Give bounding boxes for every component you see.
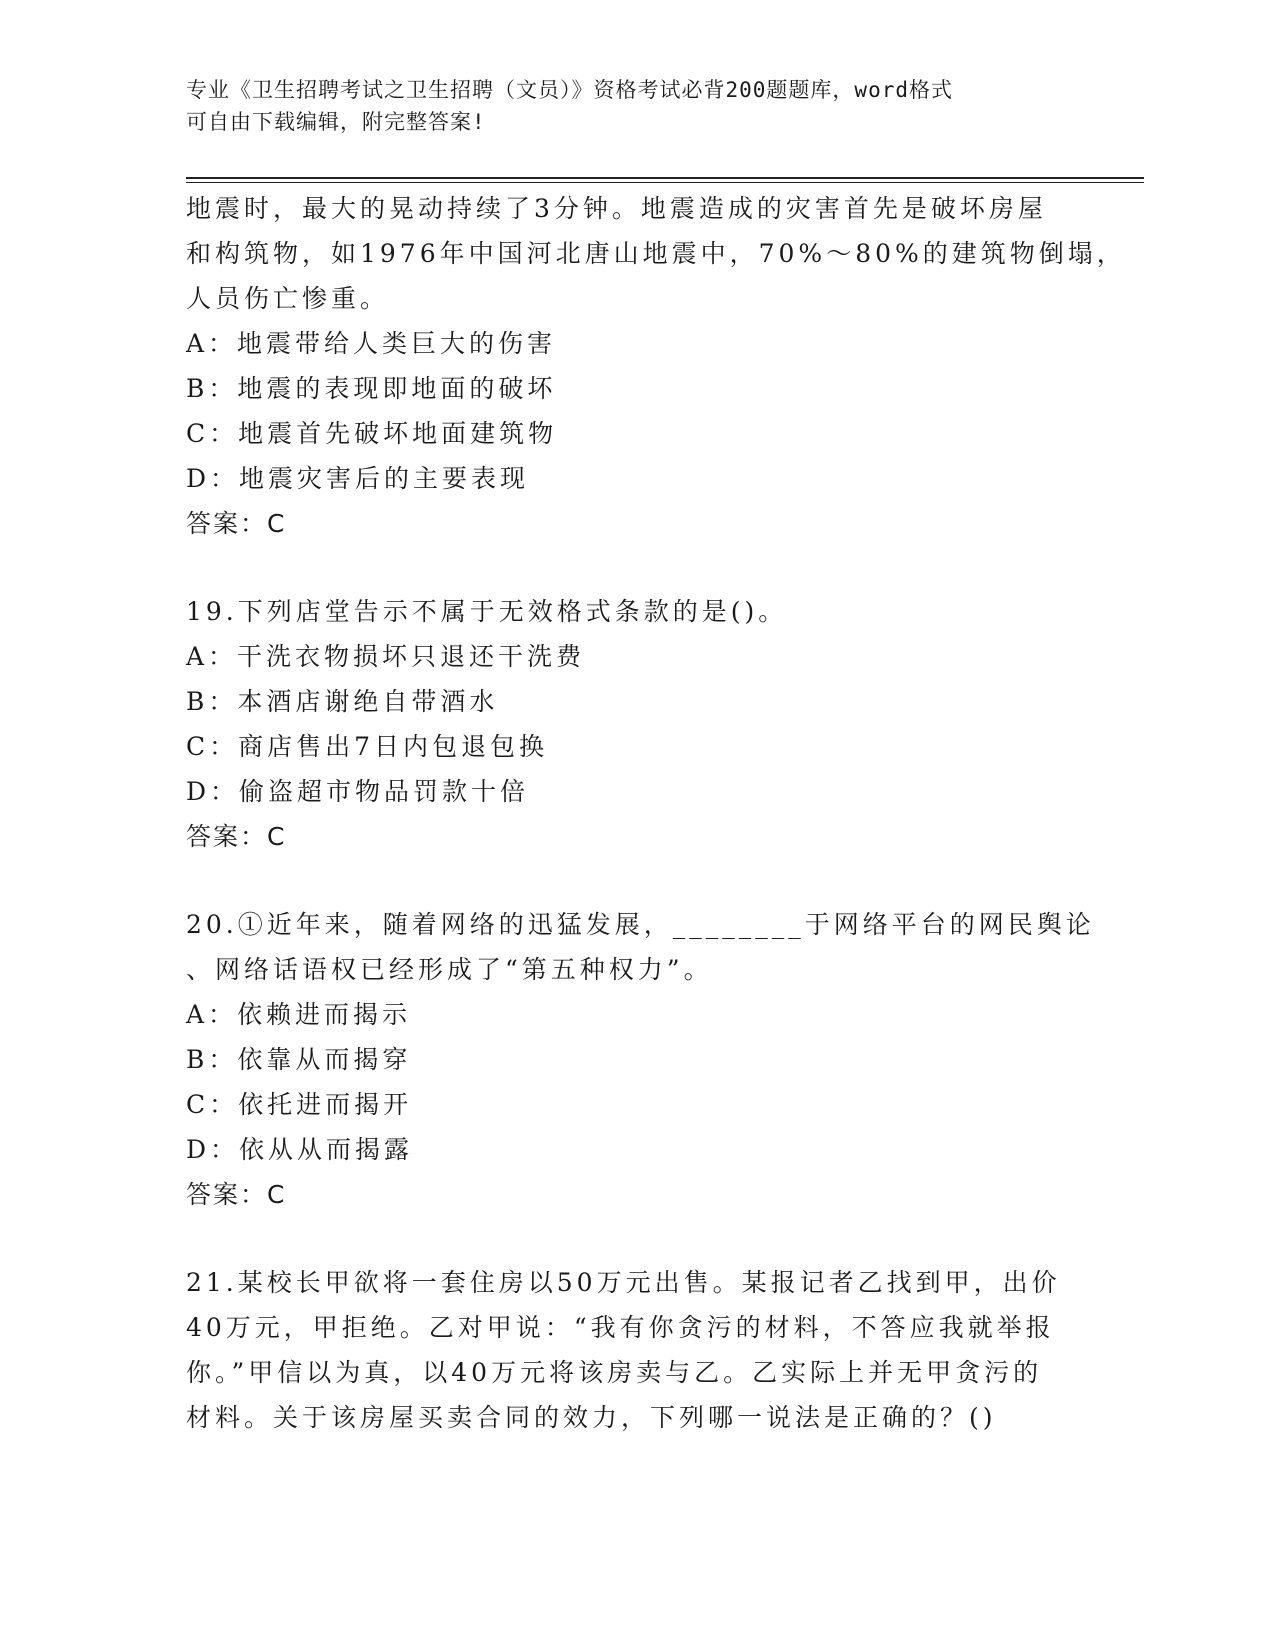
question-stem-line: 19.下列店堂告示不属于无效格式条款的是()。 [186,597,788,626]
question-stem-line: 你。”甲信以为真，以40万元将该房卖与乙。乙实际上并无甲贪污的 [186,1358,1043,1387]
question-stem-line: 21.某校长甲欲将一套住房以50万元出售。某报记者乙找到甲，出价 [186,1268,1061,1297]
option-d: D：地震灾害后的主要表现 [186,464,530,493]
option-b: B：本酒店谢绝自带酒水 [186,687,499,716]
question-20 [186,902,1095,1217]
header-line-2: 可自由下载编辑，附完整答案! [186,110,486,134]
option-d: D：偷盗超市物品罚款十倍 [186,777,530,806]
option-c: C：依托进而揭开 [186,1090,413,1119]
question-18 [186,186,1126,546]
header-rule-thick [186,177,1144,179]
question-stem-line: 地震时，最大的晃动持续了3分钟。地震造成的灾害首先是破坏房屋 [186,194,1047,223]
spacer [186,1217,1066,1260]
document-header [186,74,1066,138]
header-line-1: 专业《卫生招聘考试之卫生招聘（文员）》资格考试必背200题题库，word格式 [186,78,953,102]
document-body [186,186,1126,1440]
answer-line: 答案：C [186,822,287,851]
spacer [186,859,1066,902]
question-stem-line: 和构筑物，如1976年中国河北唐山地震中，70%～80%的建筑物倒塌， [186,239,1126,268]
question-stem-line: 40万元，甲拒绝。乙对甲说：“我有你贪污的材料，不答应我就举报 [186,1313,1055,1342]
option-b: B：地震的表现即地面的破坏 [186,374,557,403]
question-stem-line: 20.①近年来，随着网络的迅猛发展，________于网络平台的网民舆论 [186,910,1095,939]
spacer [186,546,1066,589]
question-19 [186,589,1066,859]
question-stem-line: 人员伤亡惨重。 [186,284,390,313]
option-c: C：地震首先破坏地面建筑物 [186,419,558,448]
question-stem-line: 材料。关于该房屋买卖合同的效力，下列哪一说法是正确的？() [186,1403,997,1432]
header-rule-thin [186,182,1144,183]
answer-line: 答案：C [186,1180,287,1209]
option-a: A：依赖进而揭示 [186,1000,412,1029]
option-c: C：商店售出7日内包退包换 [186,732,549,761]
answer-line: 答案：C [186,509,287,538]
option-b: B：依靠从而揭穿 [186,1045,412,1074]
option-a: A：干洗衣物损坏只退还干洗费 [186,642,586,671]
question-21 [186,1260,1066,1440]
question-stem-line: 、网络话语权已经形成了“第五种权力”。 [186,955,713,984]
option-d: D：依从从而揭露 [186,1135,414,1164]
option-a: A：地震带给人类巨大的伤害 [186,329,557,358]
